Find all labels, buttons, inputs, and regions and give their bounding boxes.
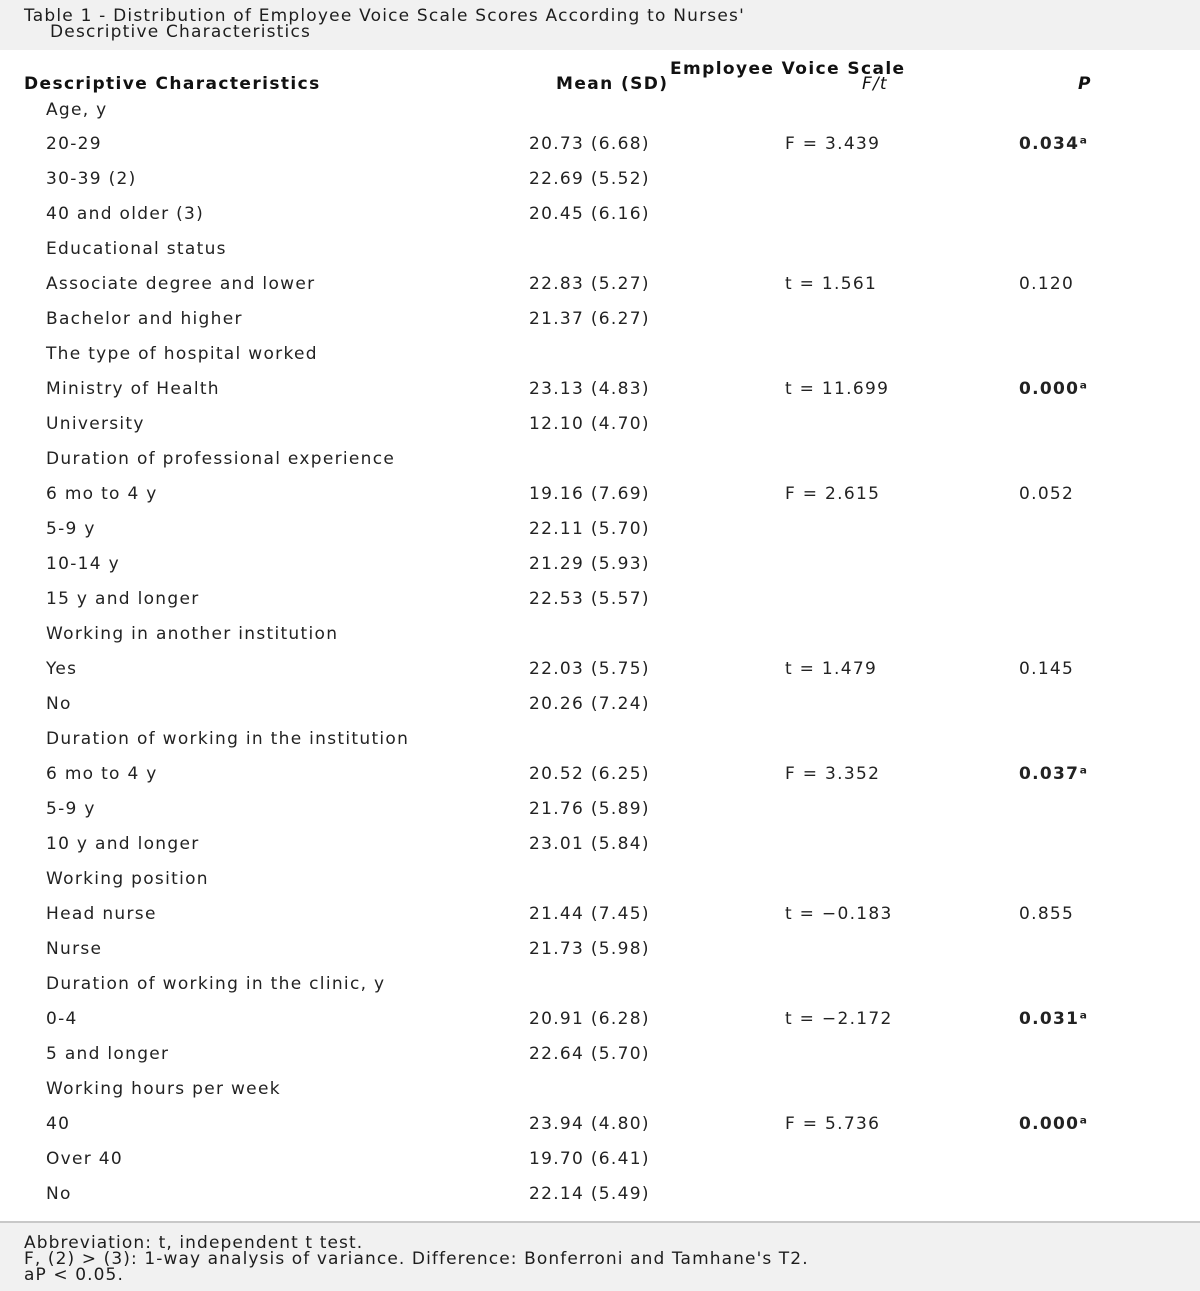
row-label: No bbox=[46, 1184, 72, 1204]
table-row bbox=[0, 372, 1200, 407]
p-value-cell: 0.034ᵃ bbox=[1019, 134, 1089, 154]
mean-sd-cell: 20.91 (6.28) bbox=[529, 1009, 650, 1029]
group-label: Working position bbox=[46, 869, 209, 889]
test-statistic-cell: t = −0.183 bbox=[785, 904, 893, 924]
mean-sd-cell: 21.37 (6.27) bbox=[529, 309, 650, 329]
header-descriptive: Descriptive Characteristics bbox=[24, 74, 321, 94]
mean-sd-cell: 21.73 (5.98) bbox=[529, 939, 650, 959]
table-row bbox=[0, 687, 1200, 722]
row-label: 6 mo to 4 y bbox=[46, 764, 158, 784]
row-label: No bbox=[46, 694, 72, 714]
table-row bbox=[0, 582, 1200, 617]
p-value-cell: 0.000ᵃ bbox=[1019, 379, 1089, 399]
table-row bbox=[0, 827, 1200, 862]
caption-line-2: Descriptive Characteristics bbox=[50, 22, 312, 42]
row-label: 5-9 y bbox=[46, 799, 96, 819]
p-value-cell: 0.855 bbox=[1019, 904, 1075, 924]
mean-sd-cell: 21.29 (5.93) bbox=[529, 554, 650, 574]
row-label: University bbox=[46, 414, 145, 434]
table-row bbox=[0, 1107, 1200, 1142]
group-label: Duration of professional experience bbox=[46, 449, 396, 469]
row-label: 15 y and longer bbox=[46, 589, 200, 609]
mean-sd-cell: 23.13 (4.83) bbox=[529, 379, 650, 399]
footnote-significance: aP < 0.05. bbox=[24, 1265, 124, 1285]
table-row bbox=[0, 512, 1200, 547]
group-label: Working in another institution bbox=[46, 624, 339, 644]
p-value-cell: 0.031ᵃ bbox=[1019, 1009, 1089, 1029]
group-header-row bbox=[0, 1072, 1200, 1107]
mean-sd-cell: 20.26 (7.24) bbox=[529, 694, 650, 714]
mean-sd-cell: 22.69 (5.52) bbox=[529, 169, 650, 189]
footnote-abbreviation: Abbreviation: t, independent t test. bbox=[24, 1233, 364, 1253]
row-label: 5 and longer bbox=[46, 1044, 170, 1064]
group-label: The type of hospital worked bbox=[46, 344, 318, 364]
table-row bbox=[0, 197, 1200, 232]
table-row bbox=[0, 162, 1200, 197]
test-statistic-cell: F = 3.352 bbox=[785, 764, 881, 784]
table-row bbox=[0, 1177, 1200, 1212]
caption-line-1: Table 1 - Distribution of Employee Voice Scale Scores According to Nurses' bbox=[24, 6, 745, 26]
row-label: Nurse bbox=[46, 939, 103, 959]
table-row bbox=[0, 127, 1200, 162]
group-header-row bbox=[0, 442, 1200, 477]
mean-sd-cell: 23.01 (5.84) bbox=[529, 834, 650, 854]
row-label: Associate degree and lower bbox=[46, 274, 316, 294]
row-label: 40 bbox=[46, 1114, 71, 1134]
table-caption bbox=[0, 0, 1200, 50]
group-label: Age, y bbox=[46, 100, 108, 120]
p-value-cell: 0.000ᵃ bbox=[1019, 1114, 1089, 1134]
table-row bbox=[0, 792, 1200, 827]
row-label: 20-29 bbox=[46, 134, 102, 154]
row-label: 40 and older (3) bbox=[46, 204, 205, 224]
mean-sd-cell: 23.94 (4.80) bbox=[529, 1114, 650, 1134]
header-scale: Employee Voice Scale bbox=[670, 59, 906, 79]
table-row bbox=[0, 932, 1200, 967]
group-label: Duration of working in the clinic, y bbox=[46, 974, 386, 994]
row-label: Bachelor and higher bbox=[46, 309, 243, 329]
row-label: 0-4 bbox=[46, 1009, 78, 1029]
row-label: 10 y and longer bbox=[46, 834, 200, 854]
group-header-row bbox=[0, 862, 1200, 897]
test-statistic-cell: F = 3.439 bbox=[785, 134, 881, 154]
p-value-cell: 0.037ᵃ bbox=[1019, 764, 1089, 784]
header-p: P bbox=[1078, 74, 1092, 94]
mean-sd-cell: 22.83 (5.27) bbox=[529, 274, 650, 294]
group-header-row bbox=[0, 722, 1200, 757]
table-row bbox=[0, 1002, 1200, 1037]
row-label: Yes bbox=[46, 659, 78, 679]
row-label: 10-14 y bbox=[46, 554, 120, 574]
table-row bbox=[0, 477, 1200, 512]
group-label: Duration of working in the institution bbox=[46, 729, 410, 749]
mean-sd-cell: 21.76 (5.89) bbox=[529, 799, 650, 819]
header-stat: F/t bbox=[862, 74, 888, 94]
group-header-row bbox=[0, 617, 1200, 652]
mean-sd-cell: 22.11 (5.70) bbox=[529, 519, 650, 539]
group-header-row bbox=[0, 967, 1200, 1002]
table-row bbox=[0, 547, 1200, 582]
mean-sd-cell: 22.03 (5.75) bbox=[529, 659, 650, 679]
table-row bbox=[0, 407, 1200, 442]
table-row bbox=[0, 1037, 1200, 1072]
group-header-row bbox=[0, 232, 1200, 267]
test-statistic-cell: t = 11.699 bbox=[785, 379, 890, 399]
header-mean: Mean (SD) bbox=[556, 74, 669, 94]
mean-sd-cell: 12.10 (4.70) bbox=[529, 414, 650, 434]
p-value-cell: 0.120 bbox=[1019, 274, 1075, 294]
group-label: Working hours per week bbox=[46, 1079, 281, 1099]
table-row bbox=[0, 897, 1200, 932]
mean-sd-cell: 20.73 (6.68) bbox=[529, 134, 650, 154]
mean-sd-cell: 20.52 (6.25) bbox=[529, 764, 650, 784]
table-row bbox=[0, 1142, 1200, 1177]
row-label: Head nurse bbox=[46, 904, 157, 924]
mean-sd-cell: 20.45 (6.16) bbox=[529, 204, 650, 224]
mean-sd-cell: 19.16 (7.69) bbox=[529, 484, 650, 504]
p-value-cell: 0.145 bbox=[1019, 659, 1075, 679]
row-label: 6 mo to 4 y bbox=[46, 484, 158, 504]
row-label: 30-39 (2) bbox=[46, 169, 137, 189]
row-label: 5-9 y bbox=[46, 519, 96, 539]
table-row bbox=[0, 302, 1200, 337]
test-statistic-cell: t = −2.172 bbox=[785, 1009, 893, 1029]
test-statistic-cell: F = 5.736 bbox=[785, 1114, 881, 1134]
table-footnotes bbox=[0, 1221, 1200, 1291]
mean-sd-cell: 21.44 (7.45) bbox=[529, 904, 650, 924]
table-row bbox=[0, 267, 1200, 302]
table-row bbox=[0, 652, 1200, 687]
footnote-anova: F, (2) > (3): 1-way analysis of variance. Difference: Bonferroni and Tamhane's T2. bbox=[24, 1249, 809, 1269]
group-label: Educational status bbox=[46, 239, 227, 259]
group-header-row bbox=[0, 337, 1200, 372]
test-statistic-cell: t = 1.561 bbox=[785, 274, 878, 294]
mean-sd-cell: 22.53 (5.57) bbox=[529, 589, 650, 609]
test-statistic-cell: F = 2.615 bbox=[785, 484, 881, 504]
table-row bbox=[0, 757, 1200, 792]
row-label: Ministry of Health bbox=[46, 379, 220, 399]
test-statistic-cell: t = 1.479 bbox=[785, 659, 878, 679]
mean-sd-cell: 22.14 (5.49) bbox=[529, 1184, 650, 1204]
mean-sd-cell: 19.70 (6.41) bbox=[529, 1149, 650, 1169]
table-body bbox=[0, 92, 1200, 1212]
mean-sd-cell: 22.64 (5.70) bbox=[529, 1044, 650, 1064]
group-header-row bbox=[0, 92, 1200, 127]
p-value-cell: 0.052 bbox=[1019, 484, 1075, 504]
row-label: Over 40 bbox=[46, 1149, 124, 1169]
